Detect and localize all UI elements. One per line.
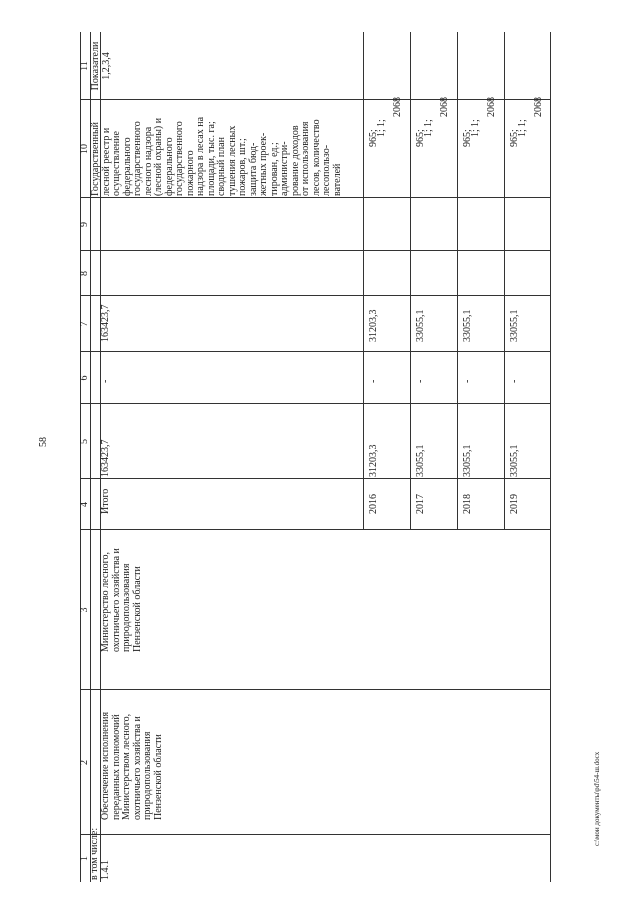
year-col10-line-3: 1; [423, 119, 434, 127]
row-executor-line-3: природопользования [121, 563, 132, 652]
indicator-line-1: Государственный [90, 121, 101, 196]
col-num-10: 10 [79, 144, 90, 154]
indicator-line-11: надзора в лесах на [195, 116, 206, 196]
row-code: 1.4.1 [100, 860, 111, 880]
col-num-1: 1 [79, 856, 90, 861]
year-col6: - [368, 379, 379, 383]
year-col6: - [462, 379, 473, 383]
indicator-numbers-line-2: 1,2,3,4 [100, 52, 112, 80]
year-col5: 33055,1 [415, 444, 426, 477]
year-col10-line-2: 1; [376, 129, 387, 137]
indicator-line-19: администри- [279, 141, 290, 196]
rotated-table [80, 32, 550, 882]
section-label: в том числе: [89, 827, 100, 880]
indicator-line-23: лесопользо- [321, 144, 332, 196]
col-num-7: 7 [79, 321, 90, 327]
year-col10-line-1: 965; [415, 129, 426, 147]
year-label: 2018 [462, 494, 473, 514]
year-col5: 33055,1 [509, 444, 520, 477]
indicator-line-6: лесного надзора [142, 126, 154, 196]
row-name-line-3: Министерством лесного, [121, 713, 132, 820]
col-sep-4-5 [80, 478, 550, 479]
year-col10-line-4: 2068 [439, 97, 450, 117]
row-sep-2017-2018 [457, 32, 458, 530]
total-col5: 163423,7 [100, 439, 111, 477]
row-sep-total-2016 [363, 32, 364, 530]
col-sep-7-8 [80, 295, 550, 296]
col-num-5: 5 [79, 439, 90, 444]
col-num-8: 8 [79, 271, 90, 276]
row-executor-line-1: Министерство лесного, [100, 552, 111, 652]
indicator-line-12: площади, тыс. га; [205, 121, 217, 196]
indicator-line-13: сводный план [216, 137, 227, 196]
col-sep-1-2 [80, 834, 550, 835]
col-sep-2-3 [80, 689, 550, 690]
row-name-line-2: переданных полномочий [110, 714, 122, 820]
indicator-line-4: федерального [121, 137, 133, 196]
col-num-4: 4 [79, 502, 90, 507]
year-label: 2016 [368, 494, 379, 514]
total-label: Итого [100, 488, 111, 514]
year-col10-line-3: 1; [470, 119, 481, 127]
year-col7: 33055,1 [462, 309, 473, 342]
year-col10-line-4: 2068 [486, 97, 497, 117]
row-sep-2016-2017 [410, 32, 411, 530]
footer-file-path: c:\мои документы\pd\54-ш.docx [593, 751, 601, 846]
year-col7: 31203,3 [368, 309, 379, 342]
year-col10-line-4: 2068 [392, 97, 403, 117]
col-sep-6-7 [80, 351, 550, 352]
year-col10-line-1: 965; [462, 129, 473, 147]
col-sep-3-4 [80, 529, 550, 530]
year-col7: 33055,1 [415, 309, 426, 342]
row-sep-2018-2019 [504, 32, 505, 530]
row-executor-line-4: Пензенской области [131, 566, 143, 652]
col-sep-9-10 [80, 197, 550, 198]
col-num-6: 6 [79, 375, 90, 381]
indicator-line-22: лесов, количество [310, 119, 322, 196]
col-num-9: 9 [79, 222, 90, 227]
year-col6: - [415, 379, 426, 383]
indicator-line-24: вателей [331, 163, 343, 196]
year-col10-line-3: 1; [517, 119, 528, 127]
col-num-2: 2 [79, 760, 90, 765]
year-col5: 31203,3 [368, 444, 379, 477]
indicator-numbers-line-1: Показатели [90, 41, 101, 91]
year-label: 2019 [509, 494, 520, 514]
year-col10-line-1: 965; [368, 129, 379, 147]
indicator-line-9: государственного [174, 121, 185, 196]
indicator-line-21: от использования [300, 121, 311, 196]
indicator-line-16: защита бюд- [247, 142, 259, 196]
indicator-line-10: пожарного [184, 150, 196, 196]
col-sep-5-6 [80, 403, 550, 404]
page-number: 58 [38, 437, 49, 447]
year-col10-line-2: 1; [470, 129, 481, 137]
row-name-line-4: охотничьего хозяйства и [131, 716, 143, 820]
row-executor-line-2: охотничьего хозяйства и [110, 548, 122, 652]
indicator-line-15: пожаров, шт.; [237, 138, 248, 196]
col-sep-8-9 [80, 250, 550, 251]
indicator-line-8: федерального [163, 137, 175, 196]
year-col10-line-2: 1; [423, 129, 434, 137]
year-col10-line-1: 965; [509, 129, 520, 147]
indicator-line-20: рование доходов [289, 125, 301, 196]
indicator-line-7: (лесной охраны) и [153, 117, 164, 196]
col-num-11: 11 [79, 61, 90, 71]
year-col5: 33055,1 [462, 444, 473, 477]
col-sep-10-11 [80, 99, 550, 100]
year-label: 2017 [415, 494, 426, 514]
indicator-line-18: тирован, ед.; [268, 142, 280, 196]
indicator-line-14: тушения лесных [226, 125, 238, 196]
total-col6: - [100, 379, 111, 383]
row-name-line-5: природопользования [142, 731, 153, 820]
indicator-line-5: государственного [132, 121, 143, 196]
year-col10-line-4: 2068 [533, 97, 544, 117]
row-name-line-1: Обеспечение исполнения [100, 711, 111, 820]
indicator-line-3: осуществление [111, 131, 122, 196]
year-col6: - [509, 379, 520, 383]
row-name-line-6: Пензенской области [152, 734, 164, 820]
year-col7: 33055,1 [509, 309, 520, 342]
total-col7: 163423,7 [100, 304, 111, 342]
indicator-line-17: жетных проек- [258, 132, 269, 196]
table-border-bottom [550, 32, 551, 882]
col-num-3: 3 [79, 607, 90, 613]
indicator-line-2: лесной реестр и [100, 127, 112, 196]
year-col10-line-2: 1; [517, 129, 528, 137]
year-col10-line-3: 1; [376, 119, 387, 127]
